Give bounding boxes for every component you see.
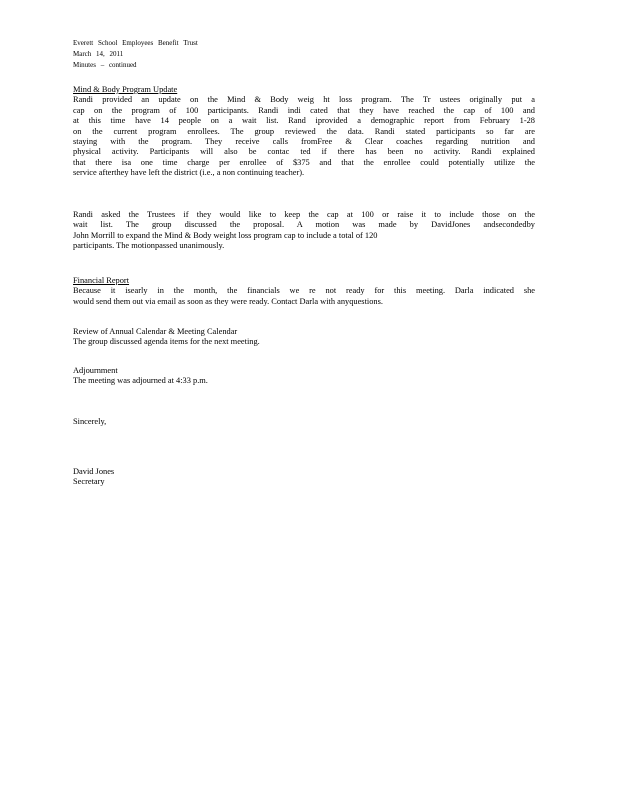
review-paragraph [73,337,535,347]
text-line: that there isa one time charge per enrollee of $375 and that the enrollee could potentially utilize the [73,157,535,167]
header-organization: Everett School Employees Benefit Trust [73,39,198,47]
text-line: participants. The motionpassed unanimously. [73,241,225,251]
review-heading: Review of Annual Calendar & Meeting Calendar [73,327,238,336]
mind-body-paragraph-1 [73,95,535,178]
signer-title: Secretary [73,477,105,487]
text-line: at this time have 14 people on a wait list. Rand iprovided a demographic report from February 1-28 [73,116,535,126]
text-line: The group discussed agenda items for the next meeting. [73,337,260,347]
text-line: The meeting was adjourned at 4:33 p.m. [73,376,208,386]
adjournment-heading: Adjournment [73,366,118,375]
section-review [73,327,535,348]
signer-name: David Jones [73,467,115,476]
financial-heading: Financial Report [73,276,130,285]
signature-block [73,467,535,488]
header-date: March 14, 2011 [73,50,124,58]
text-line: physical activity. Participants will also be contac ted if there has been no activity. Randi explained [73,147,535,157]
text-line: wait list. The group discussed the proposal. A motion was made by DavidJones andsecondedby [73,220,535,230]
mind-body-heading: Mind & Body Program Update [73,85,178,94]
text-line: cap on the program of 100 participants. Randi indi cated that they have reached the cap of 100 and [73,105,535,115]
page-header [73,38,198,71]
section-adjournment [73,366,535,387]
text-line: service afterthey have left the district (i.e., a non continuing teacher). [73,168,305,178]
financial-paragraph [73,286,535,307]
text-line: John Morrill to expand the Mind & Body weight loss program cap to include a total of 120 [73,230,378,240]
text-line: Randi asked the Trustees if they would like to keep the cap at 100 or raise it to include those on the [73,210,535,219]
paragraph-body [73,210,535,252]
text-line: staying with the program. They receive calls fromFree & Clear coaches regarding nutrition and [73,137,535,147]
closing-salutation: Sincerely, [73,417,107,426]
mind-body-paragraph-2 [73,210,535,252]
section-mind-body [73,85,535,179]
adjournment-paragraph [73,376,535,386]
text-line: Randi provided an update on the Mind & Body weig ht loss program. The Tr ustees originally put a [73,95,535,105]
text-line: would send them out via email as soon as they were ready. Contact Darla with anyquestions. [73,296,383,306]
text-line: Because it isearly in the month, the financials we re not ready for this meeting. Darla indicated she [73,286,535,296]
text-line: on the current program enrollees. The group reviewed the data. Randi stated participants so far are [73,126,535,136]
header-minutes-label: Minutes – continued [73,61,137,69]
section-financial [73,276,535,307]
